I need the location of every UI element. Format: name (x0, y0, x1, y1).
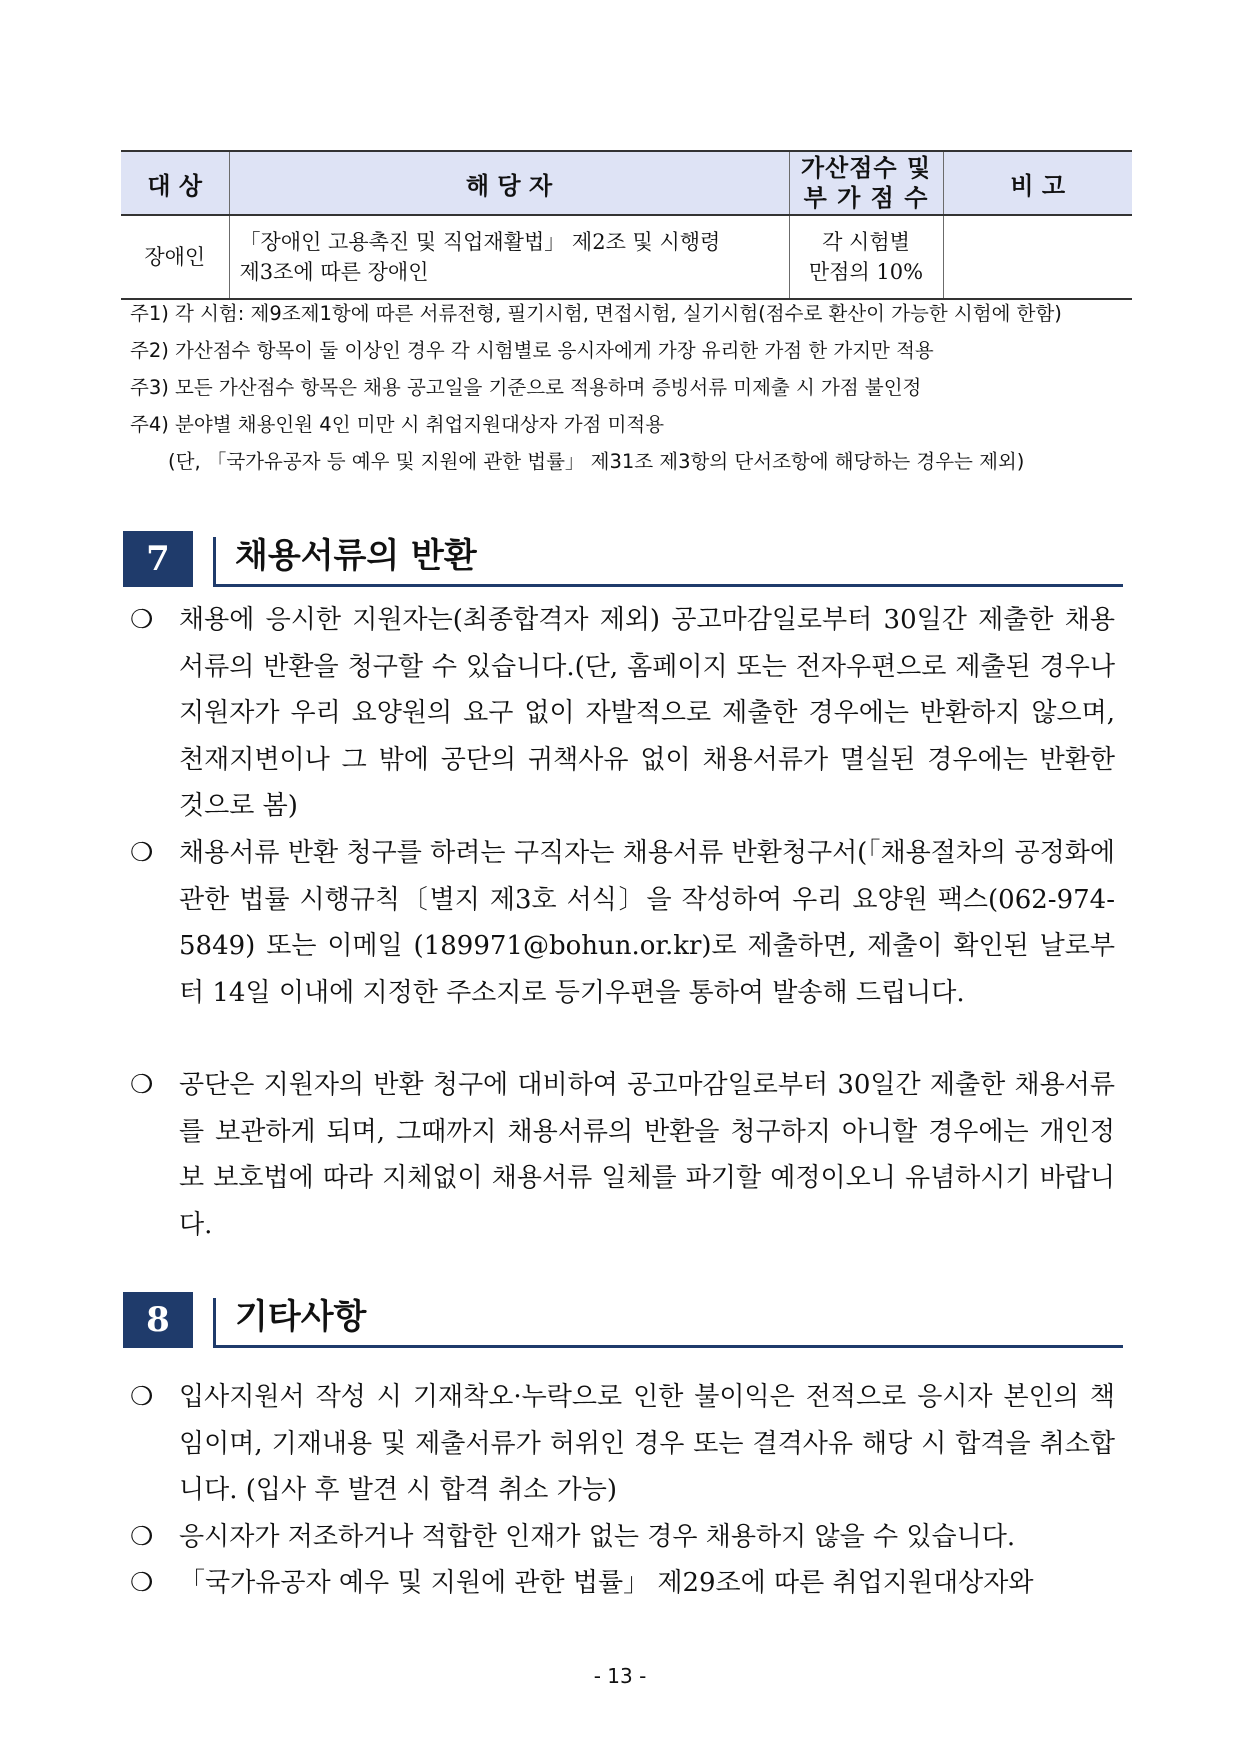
section-8-header (123, 1292, 1123, 1348)
bullet-icon: ❍ (130, 1382, 154, 1412)
header-bonus-points: 가산점수 및 부 가 점 수 (789, 151, 943, 215)
list-item (130, 1560, 1115, 1607)
header-applicant: 해 당 자 (229, 151, 789, 215)
list-item-text: 공단은 지원자의 반환 청구에 대비하여 공고마감일로부터 30일간 제출한 채용서류를 보관하게 되며, 그때까지 채용서류의 반환을 청구하지 아니할 경우에는 개인정보 보호법에 따라 지체없이 채용서류 일체를 파기할 예정이오니 유념하시기 바랍니다. (179, 1070, 1115, 1240)
section-title: 기타사항 (235, 1297, 367, 1337)
section-number: 8 (123, 1292, 193, 1348)
list-item-text: 입사지원서 작성 시 기재착오·누락으로 인한 불이익은 전적으로 응시자 본인의 책임이며, 기재내용 및 제출서류가 허위인 경우 또는 결격사유 해당 시 합격을 취소합니다. (입사 후 발견 시 합격 취소 가능) (179, 1382, 1115, 1505)
section-divider (213, 537, 216, 587)
table-header-row (121, 151, 1132, 215)
cell-target: 장애인 (121, 215, 229, 299)
section-underline (213, 1345, 1123, 1348)
bonus-points-table (121, 150, 1132, 300)
note-3: 주3) 모든 가산점수 항목은 채용 공고일을 기준으로 적용하며 증빙서류 미제출 시 가점 불인정 (130, 376, 922, 399)
list-item-text: 채용서류 반환 청구를 하려는 구직자는 채용서류 반환청구서(「채용절차의 공정화에 관한 법률 시행규칙〔별지 제3호 서식〕을 작성하여 우리 요양원 팩스(062-974-5849) 또는 이메일 (189971@bohun.or.kr)로 제출하면, 제출이 확인된 날로부터 14일 이내에 지정한 주소지로 등기우편을 통하여 발송해 드립니다. (179, 838, 1115, 1008)
section-underline (213, 584, 1123, 587)
list-item (130, 830, 1115, 1016)
table-row (121, 215, 1132, 299)
list-item (130, 1514, 1115, 1561)
cell-remark (943, 215, 1132, 299)
bullet-icon: ❍ (130, 1070, 154, 1100)
header-target: 대 상 (121, 151, 229, 215)
note-2: 주2) 가산점수 항목이 둘 이상인 경우 각 시험별로 응시자에게 가장 유리한 가점 한 가지만 적용 (130, 339, 934, 362)
list-item (130, 1374, 1115, 1514)
list-item-text: 채용에 응시한 지원자는(최종합격자 제외) 공고마감일로부터 30일간 제출한 채용서류의 반환을 청구할 수 있습니다.(단, 홈페이지 또는 전자우편으로 제출된 경우나 지원자가 우리 요양원의 요구 없이 자발적으로 제출한 경우에는 반환하지 않으며, 천재지변이나 그 밖에 공단의 귀책사유 없이 채용서류가 멸실된 경우에는 반환한 것으로 봄) (179, 605, 1115, 821)
bullet-icon: ❍ (130, 838, 154, 868)
note-1: 주1) 각 시험: 제9조제1항에 따른 서류전형, 필기시험, 면접시험, 실기시험(점수로 환산이 가능한 시험에 한함) (130, 302, 1062, 325)
section-title: 채용서류의 반환 (235, 536, 477, 576)
bullet-icon: ❍ (130, 1568, 154, 1598)
list-item (130, 597, 1115, 830)
table-notes (130, 295, 1140, 480)
cell-applicant-desc: 「장애인 고용촉진 및 직업재활법」 제2조 및 시행령 제3조에 따른 장애인 (229, 215, 789, 299)
header-remarks: 비 고 (943, 151, 1132, 215)
section-divider (213, 1298, 216, 1348)
cell-bonus-score: 각 시험별 만점의 10% (789, 215, 943, 299)
bullet-icon: ❍ (130, 1522, 154, 1552)
note-4-exception: (단, 「국가유공자 등 예우 및 지원에 관한 법률」 제31조 제3항의 단서조항에 해당하는 경우는 제외) (168, 450, 1025, 473)
note-4: 주4) 분야별 채용인원 4인 미만 시 취업지원대상자 가점 미적용 (130, 413, 665, 436)
section-7-header (123, 531, 1123, 587)
list-item-text: 응시자가 저조하거나 적합한 인재가 없는 경우 채용하지 않을 수 있습니다. (179, 1522, 1016, 1552)
list-item (130, 1062, 1115, 1248)
section-number: 7 (123, 531, 193, 587)
bullet-icon: ❍ (130, 605, 154, 635)
list-item-text: 「국가유공자 예우 및 지원에 관한 법률」 제29조에 따른 취업지원대상자와 (179, 1568, 1034, 1598)
page-number: - 13 - (593, 1664, 647, 1688)
